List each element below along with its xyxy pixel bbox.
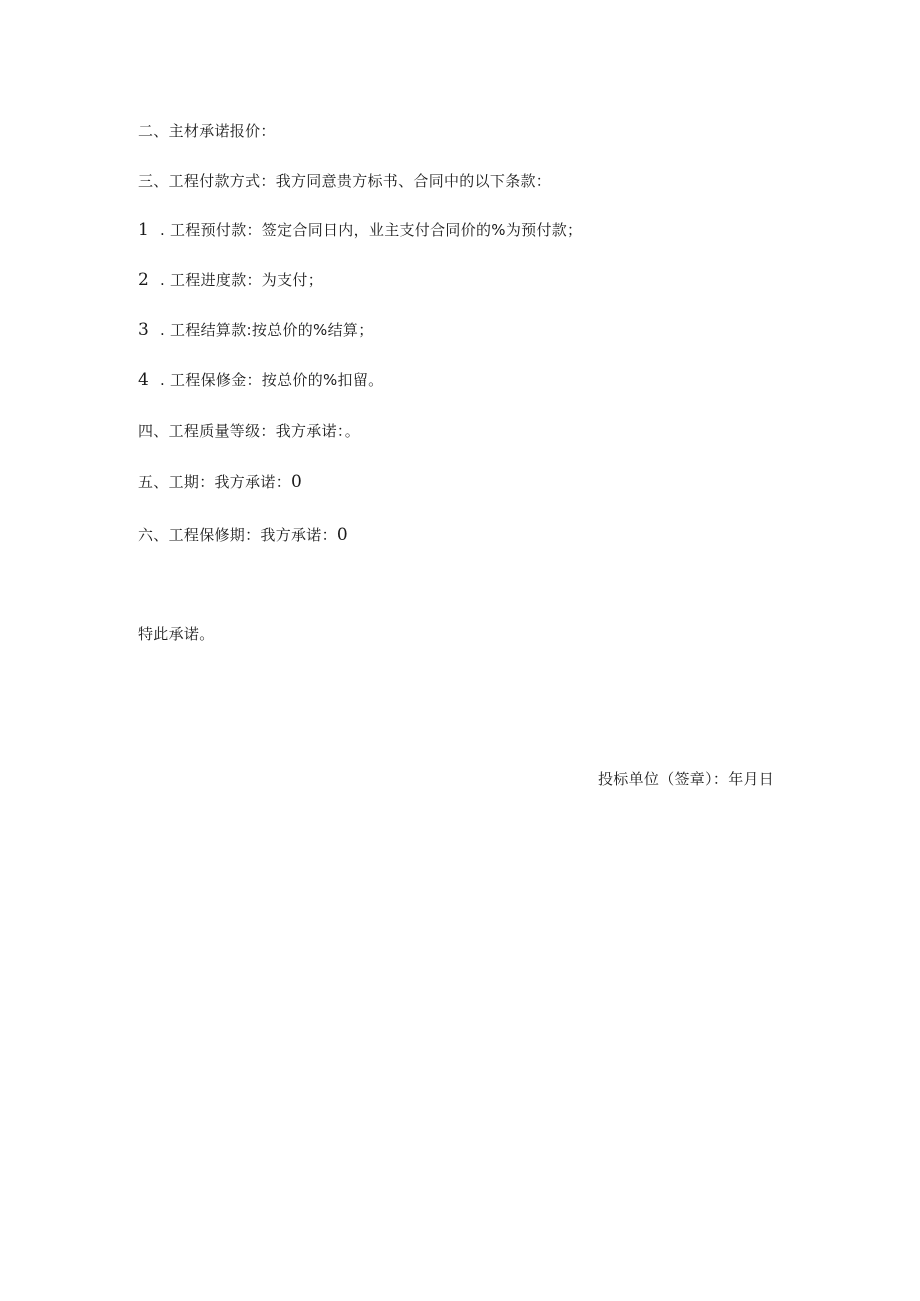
item-number: 1: [138, 220, 150, 240]
item-text: 工程保修金：按总价的%扣留。: [170, 371, 384, 389]
section-5-value: 0: [291, 472, 303, 492]
section-quality-grade: [138, 421, 360, 441]
payment-item-settlement: 3 . 工程结算款:按总价的%结算；: [138, 320, 374, 340]
closing-statement: [138, 624, 215, 644]
signature-line: [598, 769, 774, 789]
payment-item-advance: 1 . 工程预付款：签定合同日内，业主支付合同价的%为预付款；: [138, 220, 583, 240]
payment-item-progress: 2 . 工程进度款：为支付；: [138, 270, 324, 290]
section-main-material-quote: [138, 121, 276, 141]
signature-text: 投标单位（签章）：年月日: [598, 770, 775, 788]
section-warranty-period: [138, 525, 348, 545]
item-number: 3: [138, 320, 150, 340]
item-text: 工程进度款：为支付；: [170, 271, 324, 289]
section-duration: [138, 472, 302, 492]
section-6-value: 0: [336, 525, 349, 545]
item-number: 2: [138, 270, 150, 290]
item-text: 工程预付款：签定合同日内，业主支付合同价的%为预付款；: [170, 221, 583, 239]
closing-text: 特此承诺。: [138, 625, 215, 643]
item-number: 4: [138, 370, 150, 390]
section-6-text: 六、工程保修期：我方承诺：: [138, 526, 337, 544]
section-3-text: 三、工程付款方式：我方同意贵方标书、合同中的以下条款：: [138, 172, 552, 190]
section-5-text: 五、工期：我方承诺：: [138, 473, 292, 491]
item-text: 工程结算款:按总价的%结算；: [170, 321, 374, 339]
section-2-text: 二、主材承诺报价：: [138, 122, 276, 140]
section-4-text: 四、工程质量等级：我方承诺：。: [138, 422, 361, 440]
section-payment-method: [138, 171, 551, 191]
payment-item-warranty-deposit: 4 . 工程保修金：按总价的%扣留。: [138, 370, 384, 390]
